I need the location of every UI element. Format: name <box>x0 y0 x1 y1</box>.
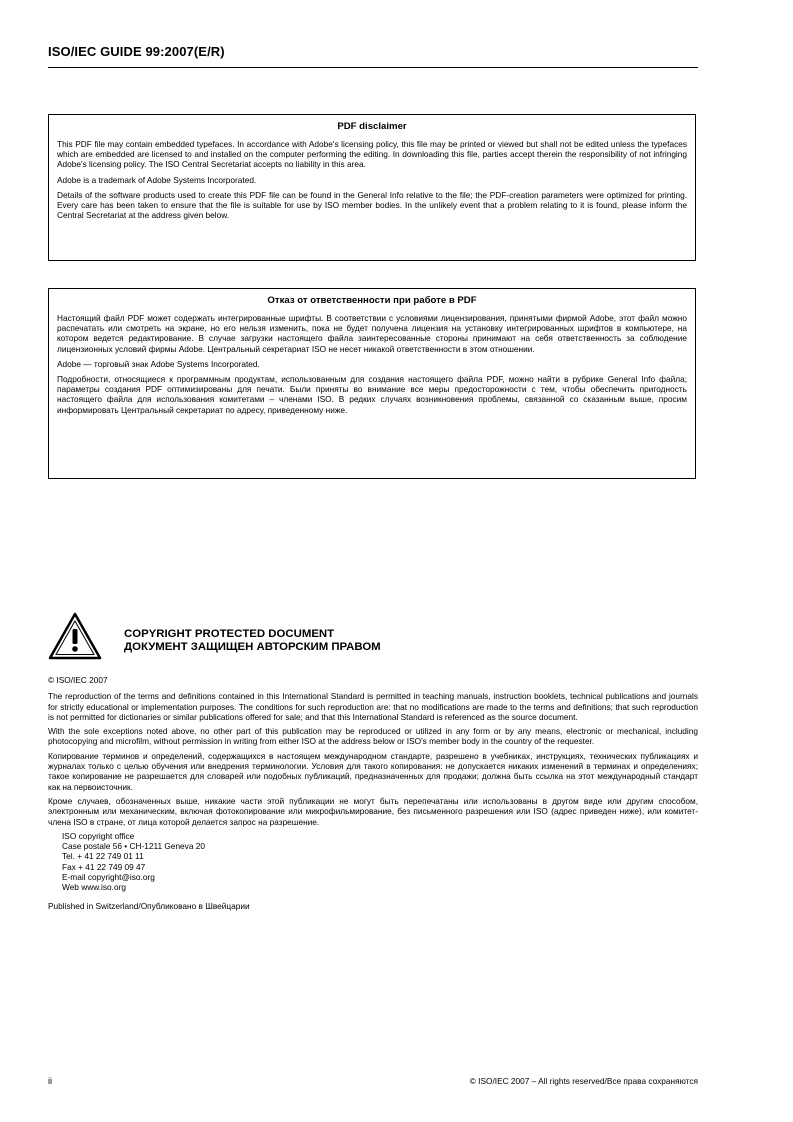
disclaimer-en-paragraph: Adobe is a trademark of Adobe Systems Incorporated. <box>57 174 257 185</box>
address-line: Web www.iso.org <box>62 882 126 893</box>
disclaimer-ru-paragraph: Настоящий файл PDF может содержать интегрированные шрифты. В соответствии с условиями лицензирования, принятыми фирмой Adobe, этот файл можно распечатать или смотреть на экране, но его нельзя изменить, пока не будет получена лицензия на установку интегрированных шрифтов в компьютере, на котором ведется редактирование. В случае загрузки настоящего файла заинтересованные стороны принимают на себя ответственность за соблюдение лицензионных условий фирмы Adobe. Центральный секретариат ISO не несет никакой ответственности в этом отношении. <box>57 313 687 354</box>
address-line: Fax + 41 22 749 09 47 <box>62 861 146 872</box>
address-line: Case postale 56 • CH-1211 Geneva 20 <box>62 841 205 852</box>
copyright-year: © ISO/IEC 2007 <box>48 675 108 685</box>
copyright-title-en: COPYRIGHT PROTECTED DOCUMENT <box>124 628 335 640</box>
copyright-paragraph: Копирование терминов и определений, содержащихся в настоящем международном стандарте, разрешено в учебниках, инструкциях, технических публикациях и журналах только с целью обучения или внедрения терминологии. Условия для такого копирования: не допускается никаких изменений в терминах и определениях; такое копирование не разрешается для словарей или подобных публикаций, предназначенных для продажи; должна быть ссылка на этот международный стандарт как на первоисточник. <box>48 750 698 792</box>
published-line: Published in Switzerland/Опубликовано в Швейцарии <box>48 900 250 911</box>
pdf-disclaimer-box-en <box>48 114 696 261</box>
copyright-body <box>48 675 698 915</box>
warning-triangle-icon <box>48 612 102 660</box>
pdf-disclaimer-box-ru <box>48 288 696 479</box>
address-line: ISO copyright office <box>62 830 135 841</box>
footer-rights: © ISO/IEC 2007 – All rights reserved/Все права сохраняются <box>469 1076 698 1086</box>
disclaimer-ru-paragraph: Adobe — торговый знак Adobe Systems Incorporated. <box>57 358 260 369</box>
copyright-paragraph: The reproduction of the terms and definitions contained in this International Standard is permitted in teaching manuals, instruction booklets, technical publications and journals for strictly educational or implementation purposes. The conditions for such reproduction are: that no modifications are made to the terms and definitions; that such reproduction is not permitted for dictionaries or similar publications offered for sale; and that this International Standard is referenced as the source document. <box>48 691 698 722</box>
iso-address-block <box>62 831 698 893</box>
copyright-title-ru: ДОКУМЕНТ ЗАЩИЩЕН АВТОРСКИМ ПРАВОМ <box>124 641 381 654</box>
address-line: E-mail copyright@iso.org <box>62 872 155 883</box>
pdf-disclaimer-title-en: PDF disclaimer <box>337 121 407 132</box>
copyright-titles <box>124 628 381 654</box>
disclaimer-ru-paragraph: Подробности, относящиеся к программным продуктам, использованным для создания настоящего файла PDF, можно найти в рубрике General Info файла; параметры создания PDF оптимизированы для печати. Были приняты во внимание все меры предосторожности с тем, чтобы обеспечить пригодность настоящего файла для использования комитетами – членами ISO. В редких случаях возникновения проблемы, связанной со сказанным выше, просим информировать Центральный секретариат по адресу, приведенному ниже. <box>57 374 687 415</box>
disclaimer-en-paragraph: This PDF file may contain embedded typefaces. In accordance with Adobe's licensing policy, this file may be printed or viewed but shall not be edited unless the typefaces which are embedded are licensed to and installed on the computer performing the editing. In downloading this file, parties accept therein the responsibility of not infringing Adobe's licensing policy. The ISO Central Secretariat accepts no liability in this area. <box>57 139 687 170</box>
pdf-disclaimer-title-ru: Отказ от ответственности при работе в PDF <box>267 295 477 306</box>
page-header-title: ISO/IEC GUIDE 99:2007(E/R) <box>48 44 225 59</box>
page-number: ii <box>48 1076 52 1086</box>
disclaimer-en-paragraph: Details of the software products used to create this PDF file can be found in the General Info relative to the file; the PDF-creation parameters were optimized for printing. Every care has been taken to ensure that the file is suitable for use by ISO member bodies. In the unlikely event that a problem relating to it is found, please inform the Central Secretariat at the address given below. <box>57 189 687 221</box>
address-line: Tel. + 41 22 749 01 11 <box>62 851 144 862</box>
copyright-paragraph: With the sole exceptions noted above, no other part of this publication may be reproduced or utilized in any form or by any means, electronic or mechanical, including photocopying and microfilm, without permission in writing from either ISO at the address below or ISO's member body in the country of the requester. <box>48 726 698 747</box>
copyright-paragraph: Кроме случаев, обозначенных выше, никакие части этой публикации не могут быть перепечатаны или использованы в другом виде или другим способом, электронным или механическим, включая фотокопирование или микрофильмирование, без письменного разрешения или ISO (адрес приведен ниже), или комитет-члена ISO в стране, от лица которой делается запрос на разрешение. <box>48 795 698 827</box>
header-rule <box>48 67 698 68</box>
